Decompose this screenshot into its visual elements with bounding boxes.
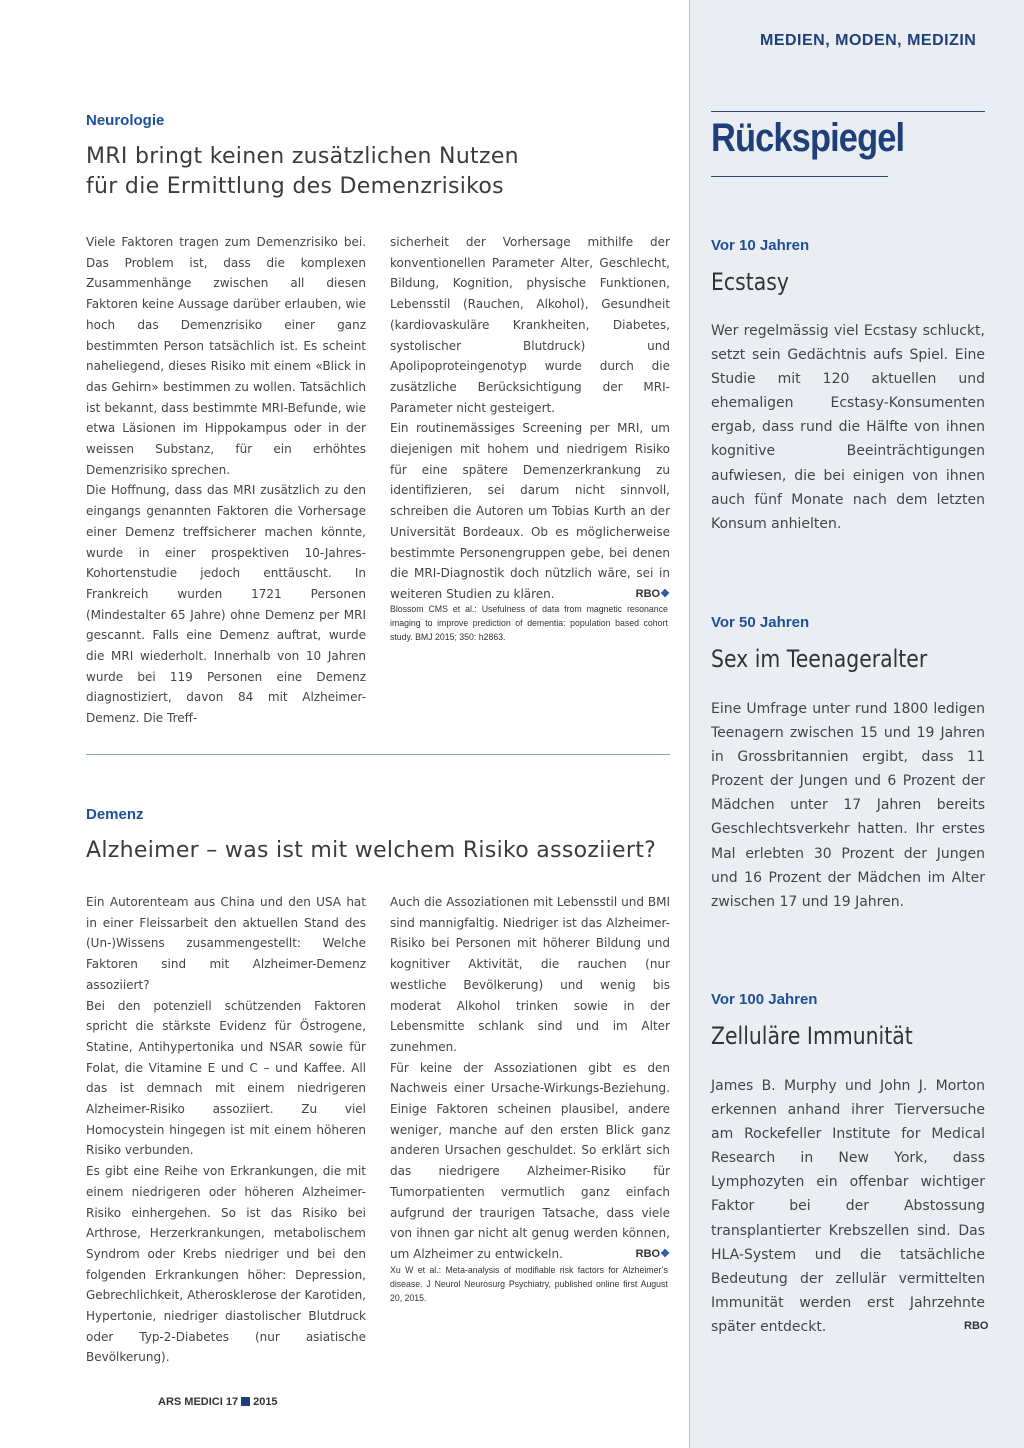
article1-col1-paragraph1: Viele Faktoren tragen zum Demenzrisiko bei. Das Problem ist, dass die komplexen Zusammenhänge zwischen all diesen Faktoren keine Aussage darüber erlauben, wie hoch das Demenzrisiko einer ganz bestimmten Person tatsächlich ist. Es scheint naheliegend, dieses Risiko mit einem «Blick in das Gehirn» bestimmen zu wollen. Tatsächlich ist bekannt, dass bestimmte MRI-Befunde, wie etwa Läsionen im Hippokampus oder in der weissen Substanz, für ein erhöhtes Demenzrisiko sprechen.	[86, 235, 366, 477]
article2-column2	[390, 892, 670, 1265]
sidebar-top-rule	[711, 111, 985, 112]
article2-col2-paragraph1: Auch die Assoziationen mit Lebensstil und BMI sind mannigfaltig. Niedriger ist das Alzheimer-Risiko bei Personen mit höherer Bildung und kognitiver Aktivität, die rauchen (nur westliche Bevölkerung) und wenig bis moderat Alkohol trinken sowie in der Lebensmitte schlank sind und im Alter zunehmen.	[390, 895, 670, 1054]
article2-kicker: Demenz	[86, 806, 144, 823]
article1-headline-line2: für die Ermittlung des Demenzrisikos	[86, 174, 504, 199]
article1-reference: Blossom CMS et al.: Usefulness of data from magnetic resonance imaging to improve prediction of dementia: population based cohort study. BMJ 2015; 350: h2863.	[390, 604, 668, 643]
sidebar-title-underline	[711, 176, 888, 177]
article2-headline: Alzheimer – was ist mit welchem Risiko assoziiert?	[86, 838, 657, 863]
sidebar-title: Rückspiegel	[711, 116, 905, 160]
sidebar-item3-text: James B. Murphy und John J. Morton erkennen anhand ihrer Tierversuche am Rockefeller Institute for Medical Research in New York, dass Lymphozyten ein offenbar wichtiger Faktor bei der Abstossung transplantierter Krebszellen sind. Das HLA-System und die tatsächliche Bedeutung der zellulär vermittelten Immunität werden erst Jahrzehnte später entdeckt.	[711, 1078, 985, 1335]
article1-column1	[86, 232, 366, 729]
sidebar-item2-headline: Sex im Teenageralter	[711, 645, 928, 673]
sidebar-item3-headline: Zelluläre Immunität	[711, 1022, 913, 1050]
sidebar-item1-kicker: Vor 10 Jahren	[711, 237, 810, 254]
article2-col1-paragraph3: Es gibt eine Reihe von Erkrankungen, die mit einem niedrigeren oder höheren Alzheimer-Risiko einhergehen. So ist das Risiko bei Arthrose, Herzerkrankungen, metabolischem Syndrom oder Krebs niedriger und bei den folgenden Erkrankungen höher: Depression, Gebrechlichkeit, Atherosklerose der Karotiden, Hypertonie, niedriger diastolischer Blutdruck oder Typ-2-Diabetes (nur asiatische Bevölkerung).	[86, 1164, 366, 1365]
article2-reference: Xu W et al.: Meta-analysis of modifiable risk factors for Alzheimer’s disease. J Neurol Neurosurg Psychiatry, published online first August 20, 2015.	[390, 1265, 668, 1304]
article1-column2	[390, 232, 670, 605]
article1-headline-line1: MRI bringt keinen zusätzlichen Nutzen	[86, 144, 519, 169]
article1-col1-paragraph2: Die Hoffnung, dass das MRI zusätzlich zu den eingangs genannten Faktoren die Vorhersage einer Demenz treffsicherer machen könnte, wurde in einer prospektiven 10-Jahres-Kohortenstudie jedoch enttäuscht. In Frankreich wurden 1721 Personen (Mindestalter 65 Jahre) ohne Demenz per MRI gescannt. Falls eine Demenz auftrat, wurde die MRI wiederholt. Innerhalb von 10 Jahren wurde bei 119 Personen eine Demenz diagnostiziert, davon 84 mit Alzheimer-Demenz. Die Treff-	[86, 483, 366, 726]
sidebar-item3-kicker: Vor 100 Jahren	[711, 991, 818, 1008]
sidebar-item1-text: Wer regelmässig viel Ecstasy schluckt, setzt sein Gedächtnis aufs Spiel. Eine Studie mit 120 aktuellen und ehemaligen Ecstasy-Konsumenten ergab, dass rund die Hälfte von ihnen kognitive Beeinträchtigungen aufwiesen, die bei einigen von ihnen auch fünf Monate nach dem letzten Konsum anhielten.	[711, 323, 985, 532]
footer-journal: ARS MEDICI 17	[158, 1396, 239, 1408]
diamond-icon: ❖	[660, 587, 670, 600]
sidebar-signature: RBO	[964, 1320, 989, 1332]
article1-headline	[86, 142, 646, 202]
sidebar-item1-headline: Ecstasy	[711, 268, 789, 296]
article1-col2-paragraph2: Ein routinemässiges Screening per MRI, um diejenigen mit hohem und niedrigem Risiko für eine spätere Demenzerkrankung zu identifizieren, sei darum nicht sinnvoll, schreiben die Autoren um Tobias Kurth an der Universität Bordeaux. Ob es möglicherweise bestimmte Personengruppen gebe, bei denen die MRI-Diagnostik doch nützlich wäre, sei in weiteren Studien zu klären.	[390, 421, 670, 601]
article2-signature: RBO❖	[635, 1247, 670, 1260]
article2-col1-paragraph1: Ein Autorenteam aus China und den USA hat in einer Fleissarbeit den aktuellen Stand des (Un-)Wissens zusammengestellt: Welche Faktoren sind mit Alzheimer-Demenz assoziiert?	[86, 895, 366, 992]
article2-col1-paragraph2: Bei den potenziell schützenden Faktoren spricht die stärkste Evidenz für Östrogene, Statine, Antihypertonika und NSAR sowie für Folat, die Vitamine E und C – und Kaffee. All das ist demnach mit einem niedrigeren Alzheimer-Risiko assoziiert. Zu viel Homocystein hingegen ist mit einem höheren Risiko verbunden.	[86, 998, 366, 1158]
article2-column1	[86, 892, 366, 1368]
article1-signature: RBO❖	[635, 587, 670, 600]
sidebar-item2-kicker: Vor 50 Jahren	[711, 614, 810, 631]
section-label: MEDIEN, MODEN, MEDIZIN	[760, 32, 977, 49]
article1-col2-paragraph1: sicherheit der Vorhersage mithilfe der konventionellen Parameter Alter, Geschlecht, Bildung, Kognition, physische Funktionen, Lebensstil (Rauchen, Alkohol), Gesundheit (kardiovaskuläre Krankheiten, Diabetes, systolischer Blutdruck) und Apolipoproteingenotyp wurde durch die zusätzliche Berücksichtigung der MRI-Parameter nicht gesteigert.	[390, 235, 670, 415]
sidebar-item2-text: Eine Umfrage unter rund 1800 ledigen Teenagern zwischen 15 und 19 Jahren in Grossbritannien ergibt, dass 11 Prozent der Jungen und 6 Prozent der Mädchen unter 17 Jahren bereits Geschlechtsverkehr hatten. Ihr erstes Mal erlebten 30 Prozent der Jungen und 16 Prozent der Mädchen im Alter zwischen 17 und 19 Jahren.	[711, 701, 985, 910]
article-divider	[86, 754, 670, 755]
article1-kicker: Neurologie	[86, 112, 165, 129]
diamond-icon: ❖	[660, 1247, 670, 1260]
square-icon	[241, 1397, 250, 1406]
page-footer	[158, 1396, 278, 1408]
footer-year: 2015	[253, 1396, 278, 1408]
article2-col2-paragraph2: Für keine der Assoziationen gibt es den Nachweis einer Ursache-Wirkungs-Beziehung. Einige Faktoren scheinen plausibel, andere weniger, manche auf den ersten Blick ganz anderen Ursachen geschuldet. So erklärt sich das niedrigere Alzheimer-Risiko für Tumorpatienten vermutlich ganz einfach aufgrund der traurigen Tatsache, dass viele von ihnen gar nicht alt genug werden können, um Alzheimer zu entwickeln.	[390, 1060, 670, 1261]
